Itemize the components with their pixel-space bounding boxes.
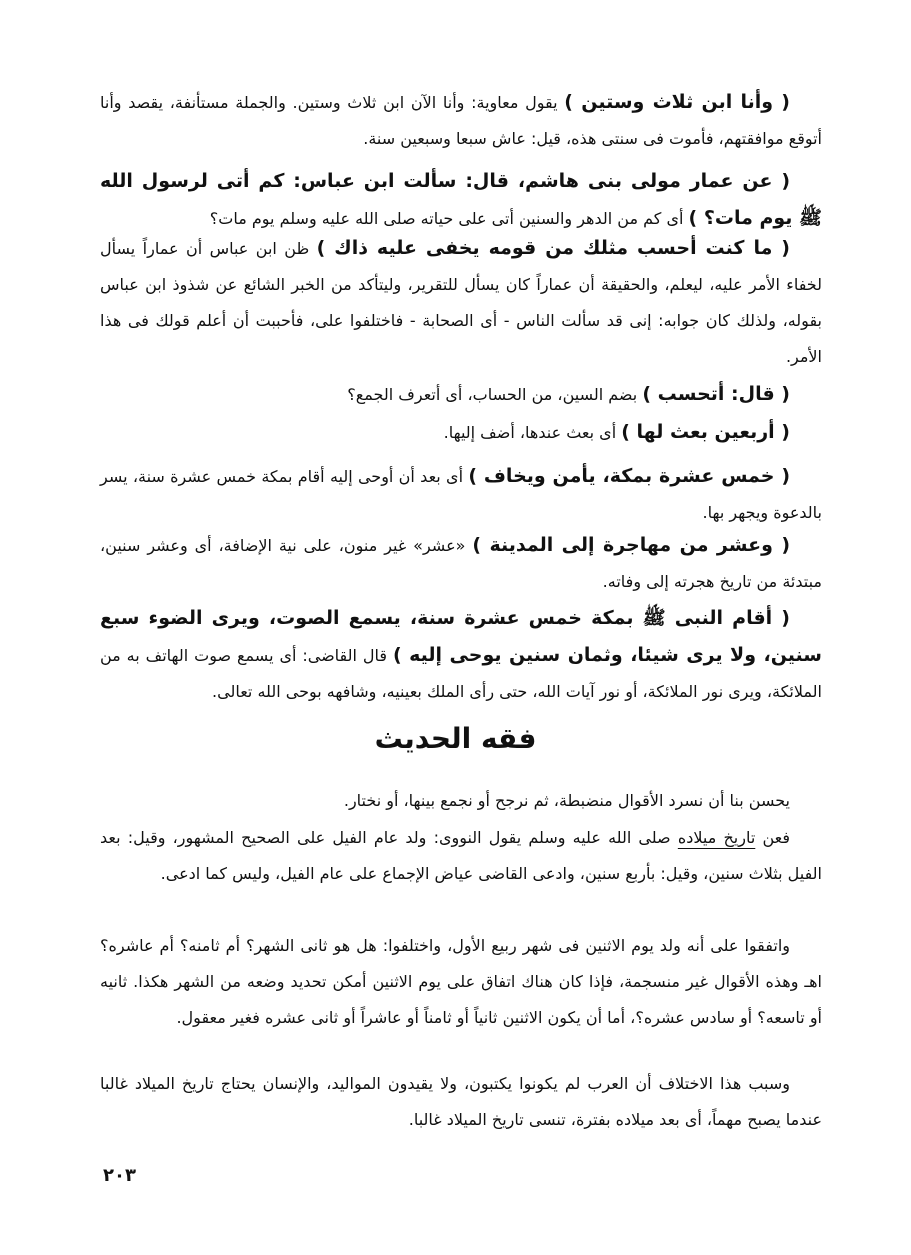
- commentary-paragraph: [100, 376, 822, 413]
- commentary-paragraph: [100, 230, 822, 375]
- section-text: فعن: [755, 828, 791, 847]
- hadith-phrase: ( أقام النبى ﷺ بمكة خمس عشرة سنة، يسمع الصوت، ويرى الضوء سبع سنين، ولا يرى شيئا، وثمان سنين يوحى إليه ): [100, 607, 822, 666]
- section-title: فقه الحديث: [374, 722, 537, 755]
- commentary-paragraph: [100, 527, 822, 600]
- commentary-text: أى كم من الدهر والسنين أتى على حياته صلى الله عليه وسلم يوم مات؟: [209, 209, 689, 228]
- hadith-phrase: ( ما كنت أحسب مثلك من قومه يخفى عليه ذاك ): [316, 237, 790, 259]
- commentary-paragraph: [100, 458, 822, 531]
- commentary-paragraph: [100, 600, 822, 710]
- section-paragraph: واتفقوا على أنه ولد يوم الاثنين فى شهر ربيع الأول، واختلفوا: هل هو ثانى الشهر؟ أم ثامنه؟ أم عاشره؟ اهـ وهذه الأقوال غير منسجمة، فإذا كان هناك اتفاق على يوم الاثنين أمكن تحديد وضعه من الشهر هكذا. ثانيه أو تاسعه؟ أو سادس عشره؟، أما أن يكون الاثنين ثانياً أو ثامناً أو عاشراً أو ثانى عشره فغير معقول.: [100, 936, 822, 1027]
- hadith-phrase: ( قال: أتحسب ): [642, 383, 790, 405]
- section-paragraph: يحسن بنا أن نسرد الأقوال منضبطة، ثم نرجح أو نجمع بينها، أو نختار.: [343, 791, 790, 810]
- commentary-text: ظن ابن عباس أن عماراً يسأل لخفاء الأمر عليه، ليعلم، والحقيقة أن عماراً كان يسأل للتقرير، وليتأكد من الخبر الشائع عن شذوذ ابن عباس بقوله، ولذلك كان جوابه: إنى قد سألت الناس - أى الصحابة - فاختلفوا على، فأحببت أن أعلم قولك فى هذا الأمر.: [100, 239, 822, 366]
- commentary-text: قال القاضى: أى يسمع صوت الهاتف به من الملائكة، ويرى نور الملائكة، أو نور آيات الله، حتى رأى الملك بعينيه، وشافهه بوحى الله تعالى.: [100, 646, 822, 701]
- commentary-text: أى بعد أن أوحى إليه أقام بمكة خمس عشرة سنة، يسر بالدعوة ويجهر بها.: [100, 467, 822, 522]
- commentary-text: أى بعث عندها، أضف إليها.: [443, 423, 622, 442]
- hadith-phrase: ( أربعين بعث لها ): [621, 421, 790, 443]
- commentary-paragraph: [100, 414, 822, 451]
- underlined-phrase: تاريخ ميلاده: [677, 828, 756, 847]
- section-paragraph: وسبب هذا الاختلاف أن العرب لم يكونوا يكتبون، ولا يقيدون المواليد، والإنسان يحتاج تاريخ الميلاد غالبا عندما يصبح مهماً، أى بعد ميلاده بفترة، تنسى تاريخ الميلاد غالبا.: [100, 1074, 822, 1129]
- page-number: ٢٠٣: [103, 1165, 136, 1186]
- commentary-paragraph: [100, 163, 822, 237]
- commentary-text: بضم السين، من الحساب، أى أتعرف الجمع؟: [347, 385, 643, 404]
- commentary-text: «عشر» غير منون، على نية الإضافة، أى وعشر سنين، مبتدئة من تاريخ هجرته إلى وفاته.: [100, 536, 822, 591]
- commentary-paragraph: [100, 84, 822, 157]
- commentary-text: يقول معاوية: وأنا الآن ابن ثلاث وستين. والجملة مستأنفة، يقصد وأنا أتوقع موافقتهم، فأموت فى سنتى هذه، قيل: عاش سبعا وسبعين سنة.: [100, 93, 822, 148]
- hadith-phrase: ( وعشر من مهاجرة إلى المدينة ): [472, 534, 791, 556]
- hadith-phrase: ( وأنا ابن ثلاث وستين ): [564, 91, 790, 113]
- hadith-phrase: ( خمس عشرة بمكة، يأمن ويخاف ): [468, 465, 791, 487]
- hadith-phrase: ( عن عمار مولى بنى هاشم، قال: سألت ابن عباس: كم أتى لرسول الله ﷺ يوم مات؟ ): [100, 170, 822, 229]
- section-text: صلى الله عليه وسلم يقول النووى: ولد عام الفيل على الصحيح المشهور، وقيل: بعد الفيل بثلاث سنين، وقيل: بأربع سنين، وادعى القاضى عياض الإجماع على عام الفيل، وليس كما ادعى.: [100, 828, 822, 883]
- section-paragraph: [100, 820, 822, 892]
